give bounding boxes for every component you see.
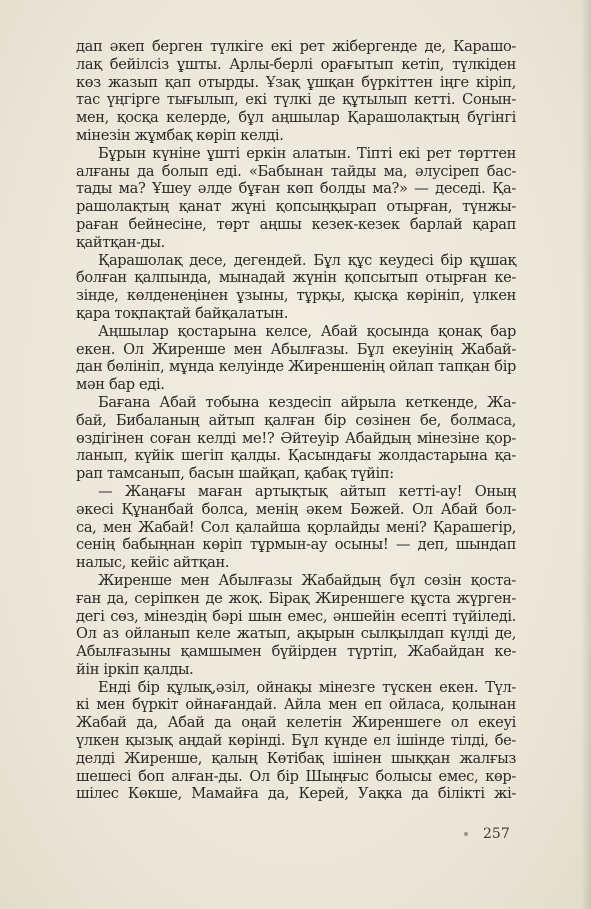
text-line: рашолақтың қанат жүні қопсыңқырап отырған, түнжы- xyxy=(76,198,516,216)
text-line: болған қалпында, мынадай жүнін қопсытып отырған ке- xyxy=(76,269,516,287)
text-line: Бұрын күніне ұшті еркін алатын. Тіпті екі рет төрттен xyxy=(98,144,516,162)
text-line: мен, қосқа келерде, бұл аңшылар Қарашолақтың бүгінгі xyxy=(76,109,516,127)
page-body-text xyxy=(76,38,516,803)
text-line: Аңшылар қостарына келсе, Абай қосында қонақ бар xyxy=(98,322,516,340)
text-line: ған да, серіпкен де жоқ. Бірақ Жиреншеге құста жүрген- xyxy=(76,589,516,607)
text-line: мінезін жұмбақ көріп келді. xyxy=(76,126,284,144)
text-line: шілес Көкше, Мамайға да, Керей, Уақка да білікті жі- xyxy=(76,785,516,803)
text-line: — Жаңағы маған артықтық айтып кетті-ау! Оның xyxy=(98,482,516,500)
text-line: бай, Бибаланың айтып қалған бір сөзінен бе, болмаса, xyxy=(76,411,516,429)
text-line: лақ бейілсіз ұшты. Арлы-берлі орағытып кетіп, түлкіден xyxy=(76,55,516,73)
text-line: раған бейнесіне, төрт аңшы кезек-кезек барлай қарап xyxy=(76,215,516,233)
text-line: дап әкеп берген түлкіге екі рет жібергенде де, Карашо- xyxy=(76,38,516,55)
page-mark xyxy=(464,832,468,836)
text-line: Бағана Абай тобына кездесіп айрыла кеткенде, Жа- xyxy=(98,393,516,411)
text-line: екен. Ол Жиренше мен Абылғазы. Бұл екеуінің Жабай- xyxy=(76,340,516,358)
text-line: үлкен қызық аңдай көрінді. Бұл күнде ел ішінде тілді, бе- xyxy=(76,732,516,750)
text-line: қайтқан-ды. xyxy=(76,233,165,251)
text-line: тас үңгірге тығылып, екі түлкі де құтылып кетті. Сонын- xyxy=(76,91,516,109)
text-line: налыс, кейіс айтқан. xyxy=(76,554,230,572)
text-line: дегі сөз, мінездің бәрі шын емес, әншейін есепті түйіледі. xyxy=(76,607,516,625)
text-line: ланып, күйік шегіп қалды. Қасындағы жолдастарына қа- xyxy=(76,447,516,465)
text-line: әкесі Құнанбай болса, менің әкем Бөжей. Ол Абай бол- xyxy=(76,500,516,518)
text-line: Ол аз ойланып келе жатып, ақырын сылқылдап күлді де, xyxy=(76,625,516,643)
text-line: Енді бір құлық,әзіл, ойнақы мінезге түскен екен. Түл- xyxy=(98,678,516,696)
text-line: рап тамсанып, басын шайқап, қабақ түйіп: xyxy=(76,465,394,483)
text-line: зінде, көлденеңінен ұзыны, тұрқы, қысқа көрініп, үлкен xyxy=(76,287,516,305)
text-line: шешесі боп алған-ды. Ол бір Шыңғыс болысы емес, көр- xyxy=(76,767,516,785)
text-line: делді Жиренше, қалың Көтібақ ішінен шыққан жалғыз xyxy=(76,749,516,767)
text-line: Жиренше мен Абылғазы Жабайдың бұл сөзін қоста- xyxy=(98,571,516,589)
text-line: йін іркіп қалды. xyxy=(76,660,194,678)
text-line: мән бар еді. xyxy=(76,376,165,394)
text-line: қара тоқпақтай байқалатын. xyxy=(76,304,289,322)
text-line: дан бөлініп, мұнда келуінде Жиреншенің ойлап тапқан бір xyxy=(76,358,516,376)
text-line: тады ма? Ұшеу әлде бұған көп болды ма?» — деседі. Қа- xyxy=(76,180,516,198)
text-line: Жабай да, Абай да оңай келетін Жиреншеге ол екеуі xyxy=(76,714,516,732)
page-number: 257 xyxy=(483,826,510,842)
text-line: өздігінен соған келді ме!? Әйтеуір Абайдың мінезіне қор- xyxy=(76,429,516,447)
text-line: кі мен бүркіт ойнағандай. Айла мен еп ойласа, қолынан xyxy=(76,696,516,714)
page-edge-shadow xyxy=(581,0,591,909)
text-line: са, мен Жабай! Сол қалайша қорлайды мені? Қарашегір, xyxy=(76,518,516,536)
text-line: көз жазып қап отырды. Ұзақ ұшқан бүркіттен іңге кіріп, xyxy=(76,73,516,91)
text-line: сенің бабыңнан көріп тұрмын-ау осыны! — деп, шындап xyxy=(76,536,516,554)
text-line: алғаны да болып еді. «Бабынан тайды ма, әлусіреп бас- xyxy=(76,162,516,180)
text-line: Қарашолақ десе, дегендей. Бұл құс кеудесі бір құшақ xyxy=(98,251,516,269)
text-line: Абылғазыны қамшымен бүйірден түртіп, Жабайдан ке- xyxy=(76,643,516,661)
